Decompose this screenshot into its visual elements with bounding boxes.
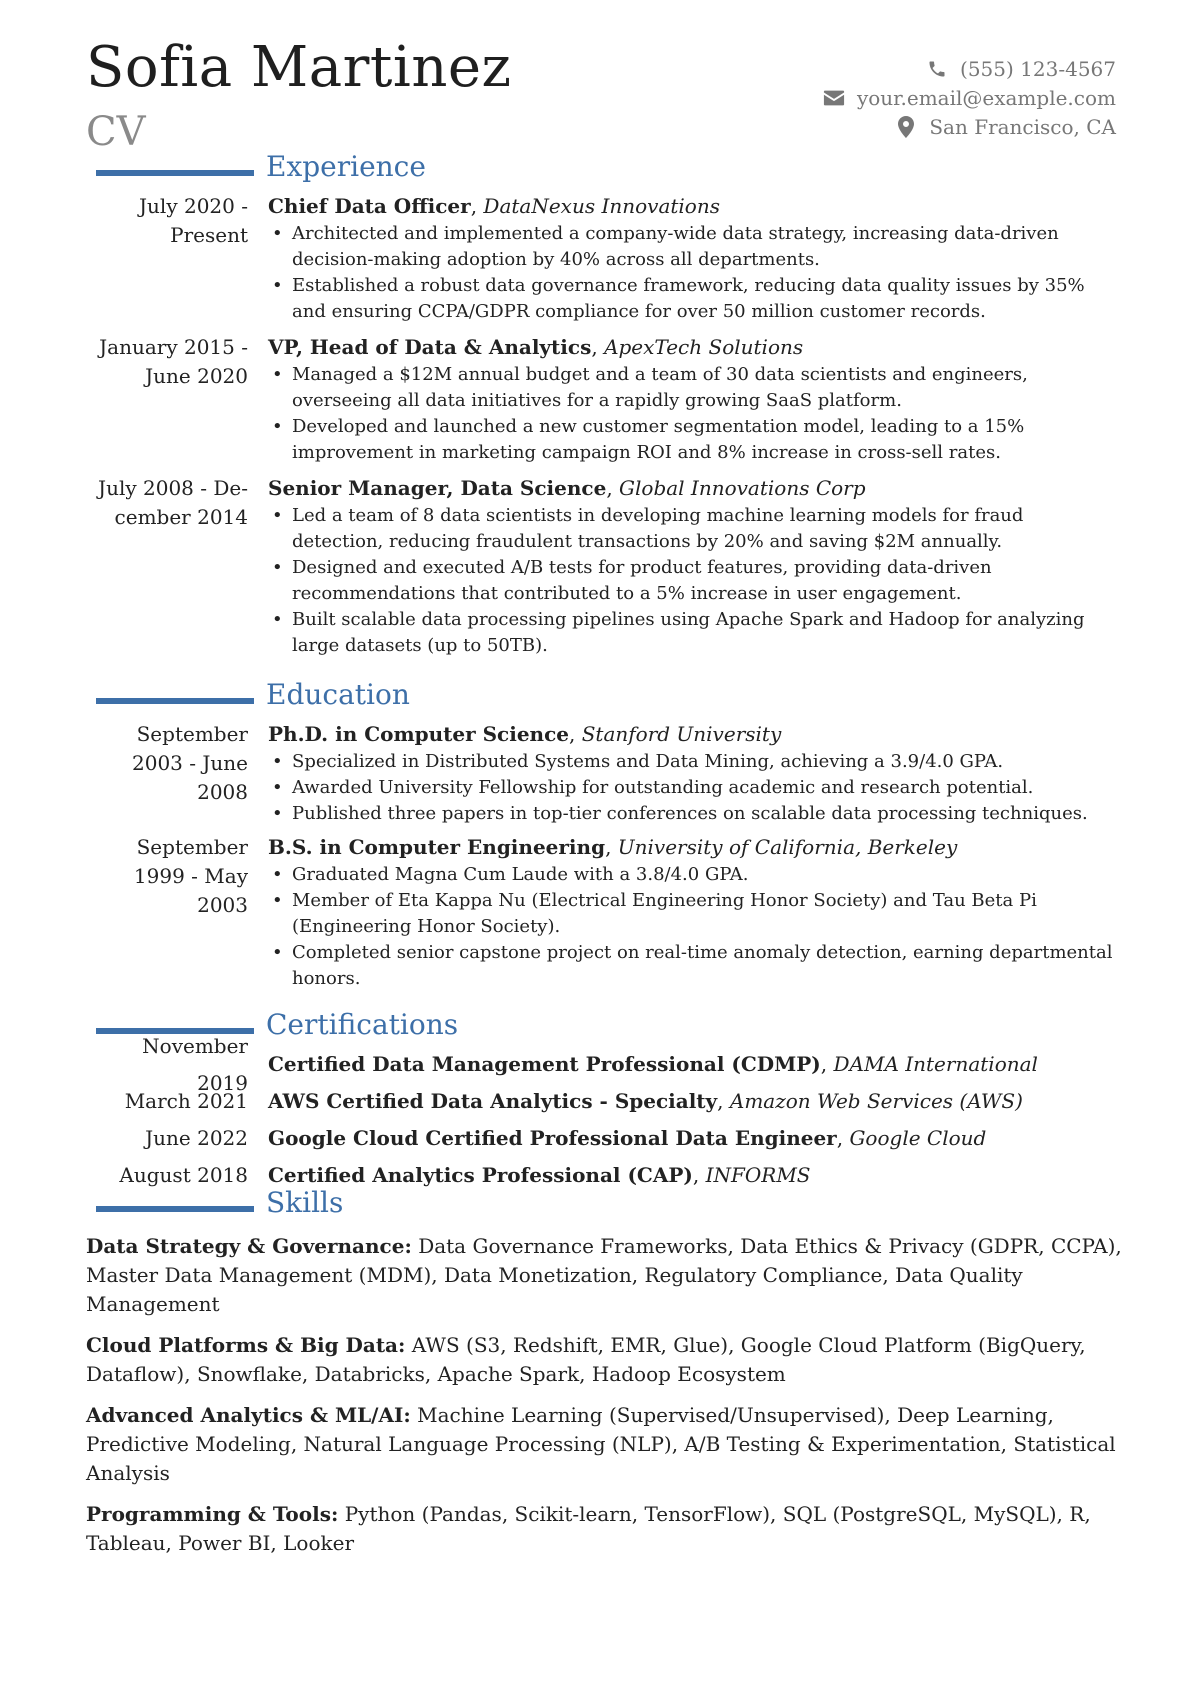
education-entry bbox=[86, 833, 1116, 992]
skill-text: Python (Pandas, Scikit-learn, TensorFlow), SQL (PostgreSQL, MySQL), R, Tableau, Power BI, Looker bbox=[86, 1502, 1091, 1555]
section-header bbox=[86, 152, 1116, 188]
entry-date: June 2022 bbox=[145, 1126, 248, 1150]
entry-date bbox=[86, 474, 248, 659]
certification-title: AWS Certified Data Analytics - Specialty bbox=[268, 1089, 718, 1113]
skill-label: Programming & Tools: bbox=[86, 1502, 339, 1526]
location-text: San Francisco, CA bbox=[929, 114, 1116, 139]
issuer: INFORMS bbox=[705, 1163, 811, 1187]
certification-entry bbox=[86, 1033, 1116, 1095]
skill-group bbox=[86, 1331, 1126, 1389]
bullet-item: • Awarded University Fellowship for outstanding academic and research potential. bbox=[268, 775, 1116, 801]
job-title: Senior Manager, Data Science bbox=[268, 476, 607, 500]
document-subtitle: CV bbox=[86, 109, 146, 155]
section-title-certifications: Certifications bbox=[266, 1008, 459, 1041]
education-section bbox=[86, 680, 1116, 992]
entry-date: November 2019 bbox=[142, 1033, 248, 1095]
section-rule bbox=[96, 1028, 254, 1034]
entry-heading: Chief Data Officer, DataNexus Innovations bbox=[268, 194, 720, 218]
email-text[interactable]: your.email@example.com bbox=[856, 85, 1116, 110]
section-rule bbox=[96, 698, 254, 704]
date-line: January 2015 - bbox=[99, 335, 248, 359]
section-header bbox=[86, 1188, 1116, 1224]
entry-heading: Senior Manager, Data Science, Global Innovations Corp bbox=[268, 476, 866, 500]
experience-section bbox=[86, 152, 1116, 659]
entry-date bbox=[86, 720, 248, 827]
experience-entry bbox=[86, 474, 1116, 659]
date-line: July 2020 - bbox=[139, 194, 248, 218]
phone-text: (555) 123-4567 bbox=[960, 56, 1116, 81]
job-title: VP, Head of Data & Analytics bbox=[268, 335, 592, 359]
entry-body: Certified Analytics Professional (CAP), INFORMS bbox=[268, 1163, 811, 1187]
section-header bbox=[86, 680, 1116, 716]
degree-title: Ph.D. in Computer Science bbox=[268, 722, 569, 746]
date-line: 2008 bbox=[197, 780, 248, 804]
entry-date: March 2021 bbox=[124, 1089, 248, 1113]
organization: Global Innovations Corp bbox=[619, 476, 866, 500]
bullet-item: • Published three papers in top-tier conferences on scalable data processing techniques. bbox=[268, 801, 1116, 827]
institution: Stanford University bbox=[581, 722, 782, 746]
date-line: Present bbox=[170, 223, 248, 247]
entry-body: Certified Data Management Professional (CDMP), DAMA International bbox=[268, 1052, 1038, 1076]
person-name: Sofia Martinez bbox=[86, 35, 512, 100]
section-rule bbox=[96, 1206, 254, 1212]
bullet-item: • Managed a $12M annual budget and a team of 30 data scientists and engineers, overseeing all data initiatives for a rapidly growing SaaS platform. bbox=[268, 362, 1116, 414]
organization: ApexTech Solutions bbox=[604, 335, 804, 359]
map-pin-icon bbox=[895, 116, 917, 138]
bullet-item: • Member of Eta Kappa Nu (Electrical Engineering Honor Society) and Tau Beta Pi (Engineering Honor Society). bbox=[268, 888, 1116, 940]
skills-section bbox=[86, 1188, 1116, 1224]
skill-group bbox=[86, 1232, 1126, 1319]
entry-body: Google Cloud Certified Professional Data Engineer, Google Cloud bbox=[268, 1126, 987, 1150]
issuer: Amazon Web Services (AWS) bbox=[729, 1089, 1023, 1113]
date-line: June 2020 bbox=[145, 364, 248, 388]
skill-text: Machine Learning (Supervised/Unsupervised), Deep Learning, Predictive Modeling, Natural Language Processing (NLP), A/B Testing & Experimentation, Statistical Analysis bbox=[86, 1403, 1116, 1485]
section-header bbox=[86, 1010, 1116, 1046]
entry-date bbox=[86, 333, 248, 466]
bullet-item: • Designed and executed A/B tests for product features, providing data-driven recommendations that contributed to a 5% increase in user engagement. bbox=[268, 555, 1116, 607]
certification-title: Certified Data Management Professional (CDMP) bbox=[268, 1052, 821, 1076]
bullet-list bbox=[268, 749, 1116, 827]
entry-body bbox=[268, 720, 1116, 827]
certification-entry bbox=[86, 1083, 1116, 1120]
skills-list bbox=[86, 1232, 1126, 1570]
job-title: Chief Data Officer bbox=[268, 194, 471, 218]
date-line: 1999 - May bbox=[133, 864, 248, 888]
date-line: cember 2014 bbox=[114, 505, 248, 529]
contact-info bbox=[616, 54, 1116, 141]
section-rule bbox=[96, 170, 254, 176]
bullet-item: • Led a team of 8 data scientists in developing machine learning models for fraud detection, reducing fraudulent transactions by 20% and saving $2M annually. bbox=[268, 503, 1116, 555]
bullet-item: • Built scalable data processing pipelines using Apache Spark and Hadoop for analyzing large datasets (up to 50TB). bbox=[268, 607, 1116, 659]
bullet-item: • Completed senior capstone project on real-time anomaly detection, earning departmental honors. bbox=[268, 940, 1116, 992]
degree-title: B.S. in Computer Engineering bbox=[268, 835, 606, 859]
bullet-list bbox=[268, 862, 1116, 992]
contact-phone bbox=[616, 54, 1116, 83]
skill-label: Data Strategy & Governance: bbox=[86, 1234, 412, 1258]
issuer: DAMA International bbox=[833, 1052, 1038, 1076]
certification-title: Certified Analytics Professional (CAP) bbox=[268, 1163, 693, 1187]
entry-date bbox=[86, 833, 248, 992]
skill-group bbox=[86, 1401, 1126, 1488]
bullet-item: • Developed and launched a new customer segmentation model, leading to a 15% improvement in marketing campaign ROI and 8% increase in cross-sell rates. bbox=[268, 414, 1116, 466]
entry-body bbox=[268, 333, 1116, 466]
date-line: July 2008 - De- bbox=[98, 476, 248, 500]
bullet-item: • Architected and implemented a company-wide data strategy, increasing data-driven decision-making adoption by 40% across all departments. bbox=[268, 221, 1116, 273]
bullet-item: • Specialized in Distributed Systems and Data Mining, achieving a 3.9/4.0 GPA. bbox=[268, 749, 1116, 775]
entry-heading: Ph.D. in Computer Science, Stanford University bbox=[268, 722, 782, 746]
entry-date: August 2018 bbox=[119, 1163, 248, 1187]
organization: DataNexus Innovations bbox=[483, 194, 720, 218]
entry-body bbox=[268, 474, 1116, 659]
entry-body bbox=[268, 192, 1116, 325]
section-title-education: Education bbox=[266, 678, 410, 711]
bullet-list bbox=[268, 221, 1116, 325]
header bbox=[86, 35, 1116, 160]
bullet-item: • Graduated Magna Cum Laude with a 3.8/4.0 GPA. bbox=[268, 862, 1116, 888]
experience-entry bbox=[86, 192, 1116, 325]
phone-icon bbox=[926, 58, 948, 80]
institution: University of California, Berkeley bbox=[617, 835, 958, 859]
experience-entry bbox=[86, 333, 1116, 466]
date-line: September bbox=[136, 722, 248, 746]
skill-text: AWS (S3, Redshift, EMR, Glue), Google Cloud Platform (BigQuery, Dataflow), Snowflake, Databricks, Apache Spark, Hadoop Ecosystem bbox=[86, 1333, 1086, 1386]
certification-entry bbox=[86, 1120, 1116, 1157]
entry-heading: B.S. in Computer Engineering, University of California, Berkeley bbox=[268, 835, 958, 859]
skill-label: Cloud Platforms & Big Data: bbox=[86, 1333, 406, 1357]
skill-group bbox=[86, 1500, 1126, 1558]
envelope-icon bbox=[823, 87, 845, 109]
certification-title: Google Cloud Certified Professional Data Engineer bbox=[268, 1126, 837, 1150]
entry-date bbox=[86, 192, 248, 325]
entry-body: AWS Certified Data Analytics - Specialty, Amazon Web Services (AWS) bbox=[268, 1089, 1023, 1113]
skill-text: Data Governance Frameworks, Data Ethics & Privacy (GDPR, CCPA), Master Data Management (MDM), Data Monetization, Regulatory Compliance, Data Quality Management bbox=[86, 1234, 1122, 1316]
issuer: Google Cloud bbox=[849, 1126, 987, 1150]
entry-body bbox=[268, 833, 1116, 992]
contact-email bbox=[616, 83, 1116, 112]
bullet-list bbox=[268, 503, 1116, 659]
education-entry bbox=[86, 720, 1116, 827]
skill-label: Advanced Analytics & ML/AI: bbox=[86, 1403, 411, 1427]
bullet-list bbox=[268, 362, 1116, 466]
date-line: 2003 bbox=[197, 893, 248, 917]
entry-heading: VP, Head of Data & Analytics, ApexTech Solutions bbox=[268, 335, 804, 359]
date-line: September bbox=[136, 835, 248, 859]
bullet-item: • Established a robust data governance framework, reducing data quality issues by 35% and ensuring CCPA/GDPR compliance for over 50 million customer records. bbox=[268, 273, 1116, 325]
contact-location bbox=[616, 112, 1116, 141]
section-title-experience: Experience bbox=[266, 150, 426, 183]
certifications-section bbox=[86, 1010, 1116, 1194]
section-title-skills: Skills bbox=[266, 1186, 344, 1219]
date-line: 2003 - June bbox=[132, 751, 248, 775]
